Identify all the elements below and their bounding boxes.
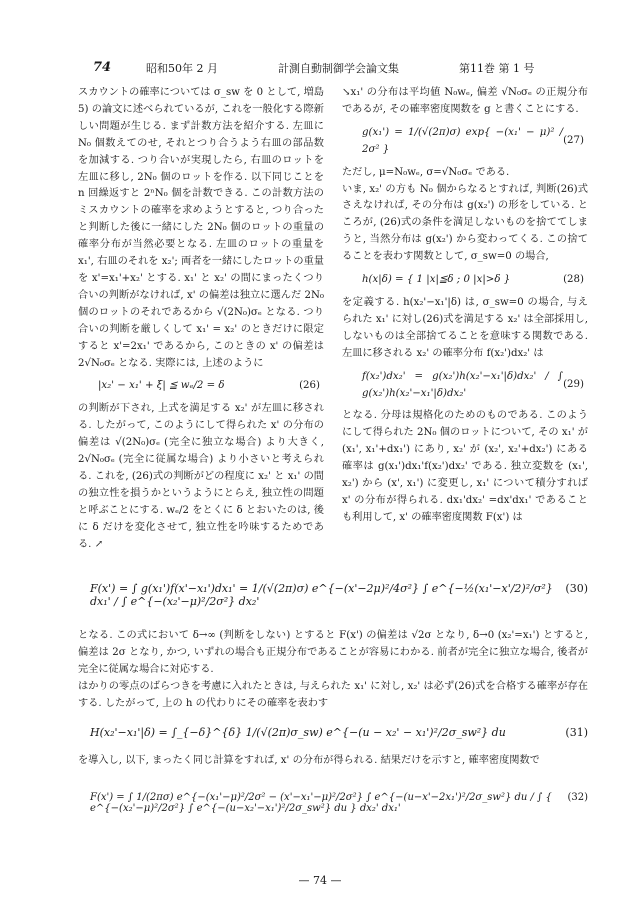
paragraph [78,401,324,553]
paragraph: スカウントの確率については σ_sw を 0 として, 増島 5) の論文に述べられているが, これを一般化する際新しい問題が生じる. まず計数方法を紹介する. 左皿に N₀ 個数えてのせ, それとつり合うよう右皿の部品数を加減する. つり合いが実現したら, 右皿のロットを左皿に移し, 2N₀ 個のロットを作る. 以下同じことを n 回繰返すと 2ⁿN₀ 個を計数できる. この計数方法のミスカウントの確率を求めようとすると, つり合ったと判断した後に一緒にした 2N₀ 個のロットの重量の確率分布が当然必要となる. 左皿のロットの重量を x₁', 右皿のそれを x₂'; 両者を一緒にしたロットの重量を x'=x₁'+x₂' とする. x₁' と x₂' の間にまったくつり合いの判断がなければ, x' の偏差は独立に選んだ 2N₀ 個のロットのそれであるから √(2N₀)σₑ となる. つり合いの判断を厳しくして x₁' = x₂' のときだけに限定すると x'=2x₁' であるから, このときの x' の偏差は 2√N₀σₑ となる. 実際には, 上述のように [78,87,324,369]
bottom-text-1 [78,627,588,712]
paragraph: となる. この式において δ→∞ (判断をしない) とすると F(x') の偏差は √2σ となり, δ→0 (x₂'=x₁') とすると, 偏差は 2σ となり, かつ, いずれの場合も正規分布であることが容易にわかる. 前者が完全に独立な場合, 後者が完全に従属な場合に対応する. [78,630,588,675]
bottom-text-2 [78,752,588,769]
equation-number: (31) [565,726,588,739]
equation-number: (27) [563,135,584,147]
equation-number: (26) [299,380,320,392]
paragraph: を導入し, 以下, まったく同じ計算をすれば, x' の分布が得られる. 結果だけを示すと, 確率密度関数で [78,755,540,766]
paragraph: を定義する. h(x₂'−x₁'|δ) は, σ_sw=0 の場合, 与えられた x₁' に対し(26)式を満足する x₂' は全部採用し, しないものは全部捨てることを意味する関数である. 左皿に移される x₂' の確率分布 f(x₂')dx₂' は [342,296,588,359]
right-column [342,85,588,527]
paragraph: はかりの零点のばらつきを考慮に入れたときは, 与えられた x₁' に対し, x₂' は必ず(26)式を合格する確率が存在する. したがって, 上の h の代わりにその確率を表わす [78,681,588,709]
equation-number: (32) [567,792,588,803]
equation-body: F(x') = ∫ g(x₁')f(x'−x₁')dx₁' = 1/(√(2π)σ) e^{−(x'−2μ)²/4σ²} ∫ e^{−½(x₁'−x'/2)²/σ²} dx₁' / ∫ e^{−(x₂'−μ)²/2σ²} dx₂' [90,582,553,608]
equation-number: (30) [565,582,588,595]
equation-body: g(x₁') = 1/(√(2π)σ) exp{ −(x₁' − μ)² / 2σ² } [362,126,564,155]
equation-body: h(x|δ) = { 1 |x|≦δ ; 0 |x|>δ } [362,274,511,286]
equation-body: f(x₂')dx₂' = g(x₂')h(x₂'−x₁'|δ)dx₂' / ∫ g(x₂')h(x₂'−x₁'|δ)dx₂' [362,370,564,399]
continue-arrow: ↗ [94,538,104,550]
volume-number: 第11巻 第 1 号 [459,62,535,75]
page-number: 74 [93,60,112,75]
equation-body: |x₂' − x₁' + ξ| ≦ wₑ/2 = δ [98,380,225,392]
paragraph: となる. 分母は規格化のためのものである. このようにして得られた 2N₀ 個のロットについて, その x₁' が (x₁', x₁'+dx₁') にあり, x₂' が (x₂', x₂'+dx₂') にある確率は g(x₁')dx₁'f(x₂')dx₂' である. 独立変数を (x₁', x₂') から (x', x₁') に変更し, x₁' について積分すれば x' の分布が得られる. dx₁'dx₂' =dx'dx₁' であることも利用して, x' の確率密度関数 F(x') は [342,410,588,523]
equation-26 [78,372,324,401]
equation-30 [90,582,588,608]
equation-body: H(x₂'−x₁'|δ) = ∫_{−δ}^{δ} 1/(√(2π)σ_sw) e^{−(u − x₂' − x₁')²/2σ_sw²} du [90,726,506,739]
equation-27 [342,119,588,165]
paragraph-text: の判断が下され, 上式を満足する x₂' が左皿に移される. したがって, このようにして得られた x' の分布の偏差は √(2N₀)σₑ (完全に独立な場合) より大きく, 2√N₀σₑ (完全に従属な場合) より小さいと考えられる. これを, (26)式の判断がどの程度に x₂' と x₁' の間の独立性を損うかというようにとらえ, 独立性の問題と呼ぶことにする. wₑ/2 をとくに δ とおいたのは, 後に δ だけを変化させて, 独立性を吟味するためである. [78,403,324,550]
paragraph: いま, x₂' の方も N₀ 個からなるとすれば, 判断(26)式さえなければ, その分布は g(x₂') の形をしている. ところが, (26)式の条件を満足しないものを捨ててしまうと, 当然分布は g(x₂') から変わってくる. この捨てることを表わす関数として, σ_sw=0 の場合, [342,183,588,263]
equation-31 [90,726,588,739]
equation-32 [90,792,588,814]
issue-date: 昭和50年 2 月 [146,62,218,75]
paragraph: ただし, μ=N₀wₑ, σ=√N₀σₑ である. [342,166,510,178]
paragraph: ↘x₁' の分布は平均値 N₀wₑ, 偏差 √N₀σₑ の正規分布であるが, その確率密度関数を g と書くことにする. [342,87,588,115]
page-footer: — 74 — [298,874,342,887]
equation-29 [342,363,588,409]
left-column [78,85,324,553]
equation-number: (29) [563,379,584,391]
journal-title: 計測自動制御学会論文集 [278,62,399,75]
equation-28 [342,266,588,295]
equation-number: (28) [563,274,584,286]
equation-body: F(x') = ∫ 1/(2πσ) e^{−(x₁'−μ)²/2σ² − (x'−x₁'−μ)²/2σ²} ∫ e^{−(u−x'−2x₁')²/2σ_sw²} du / ∫ { e^{−(x₂'−μ)²/2σ²} ∫ e^{−(u−x₂'−x₁')²/2σ_sw²} du } dx₂' dx₁' [90,792,552,814]
running-header [0,60,640,80]
